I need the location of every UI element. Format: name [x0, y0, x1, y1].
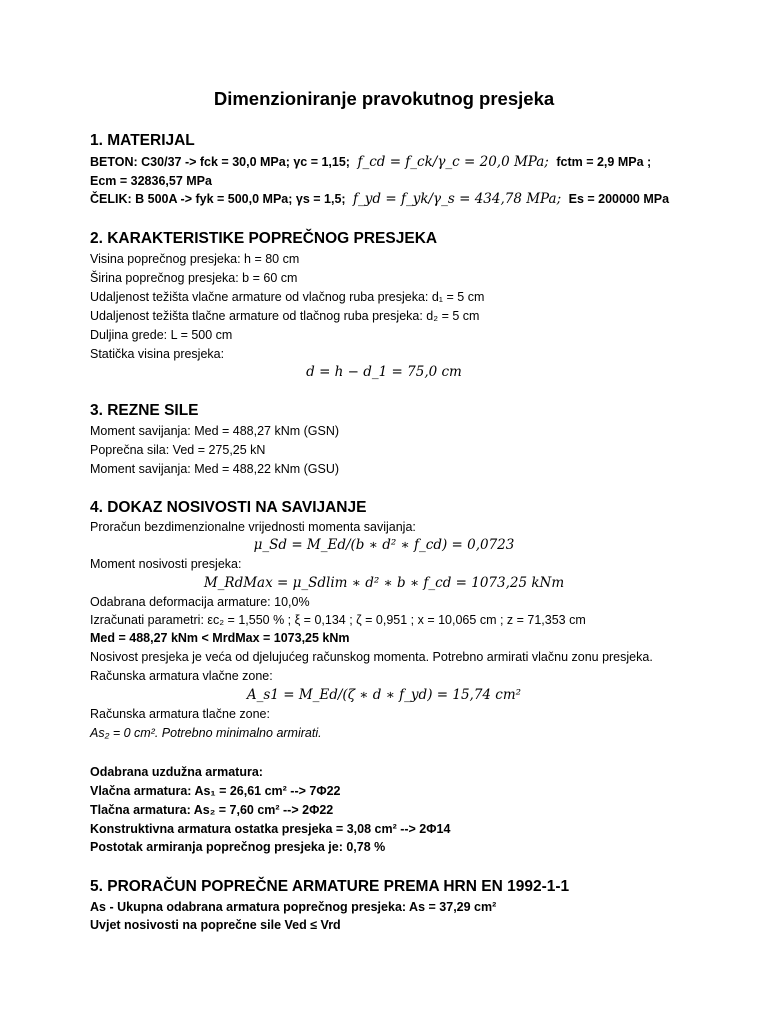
beton-line	[90, 154, 651, 171]
beton-props: BETON: C30/37 -> fck = 30,0 MPa; γc = 1,15;	[90, 155, 350, 169]
fctm-value: fctm = 2,9 MPa ;	[556, 155, 652, 169]
section-1-heading: 1. MATERIJAL	[90, 132, 195, 149]
text-line: Moment nosivosti presjeka:	[90, 557, 242, 571]
equation-mu-sd: μ_Sd = M_Ed/(b ∗ d² ∗ f_cd) = 0,0723	[253, 537, 515, 553]
text-line: Tlačna armatura: As₂ = 7,60 cm² --> 2Φ22	[90, 803, 334, 817]
text-line: As₂ = 0 cm². Potrebno minimalno armirati.	[90, 726, 322, 740]
text-line: Odabrana uzdužna armatura:	[90, 765, 263, 779]
text-line: Odabrana deformacija armature: 10,0%	[90, 595, 310, 609]
text-line: Moment savijanja: Med = 488,22 kNm (GSU)	[90, 462, 340, 476]
text-line: Računska armatura tlačne zone:	[90, 707, 270, 721]
text-line: Nosivost presjeka je veća od djelujućeg računskog momenta. Potrebno armirati vlačnu zonu presjeka.	[90, 650, 653, 664]
text-line: Širina poprečnog presjeka: b = 60 cm	[90, 271, 298, 285]
text-line: Računska armatura vlačne zone:	[90, 669, 273, 683]
section-4-heading: 4. DOKAZ NOSIVOSTI NA SAVIJANJE	[90, 499, 367, 516]
text-line: Konstruktivna armatura ostatka presjeka = 3,08 cm² --> 2Φ14	[90, 822, 451, 836]
fyd-formula: f_yd = f_yk/γ_s = 434,78 MPa;	[353, 191, 562, 207]
text-line: Postotak armiranja poprečnog presjeka je: 0,78 %	[90, 840, 386, 854]
text-line: Visina poprečnog presjeka: h = 80 cm	[90, 252, 300, 266]
equation-mrd-max: M_RdMax = μ_Sdlim ∗ d² ∗ b ∗ f_cd = 1073,25 kNm	[203, 575, 565, 591]
section-5-heading: 5. PRORAČUN POPREČNE ARMATURE PREMA HRN EN 1992-1-1	[90, 878, 570, 895]
text-line: Proračun bezdimenzionalne vrijednosti momenta savijanja:	[90, 520, 416, 534]
celik-line	[90, 191, 669, 208]
section-2-heading: 2. KARAKTERISTIKE POPREČNOG PRESJEKA	[90, 230, 438, 247]
text-line: Med = 488,27 kNm < MrdMax = 1073,25 kNm	[90, 631, 350, 645]
text-line: Izračunati parametri: εc₂ = 1,550 % ; ξ = 0,134 ; ζ = 0,951 ; x = 10,065 cm ; z = 71,353 cm	[90, 613, 586, 627]
text-line: Udaljenost težišta vlačne armature od vlačnog ruba presjeka: d₁ = 5 cm	[90, 290, 485, 304]
page-title: Dimenzioniranje pravokutnog presjeka	[213, 88, 555, 109]
text-line: As - Ukupna odabrana armatura poprečnog presjeka: As = 37,29 cm²	[90, 900, 497, 914]
text-line: Vlačna armatura: As₁ = 26,61 cm² --> 7Φ22	[90, 784, 341, 798]
fcd-formula: f_cd = f_ck/γ_c = 20,0 MPa;	[357, 154, 549, 170]
text-line: Poprečna sila: Ved = 275,25 kN	[90, 443, 266, 457]
text-line: Moment savijanja: Med = 488,27 kNm (GSN)	[90, 424, 340, 438]
es-value: Es = 200000 MPa	[568, 192, 670, 206]
text-line: Statička visina presjeka:	[90, 347, 225, 361]
ecm-line: Ecm = 32836,57 MPa	[90, 174, 212, 188]
celik-props: ČELIK: B 500A -> fyk = 500,0 MPa; γs = 1,5;	[90, 192, 346, 206]
text-line: Duljina grede: L = 500 cm	[90, 328, 233, 342]
text-line: Uvjet nosivosti na poprečne sile Ved ≤ Vrd	[90, 918, 341, 932]
section-3-heading: 3. REZNE SILE	[90, 402, 199, 419]
text-line: Udaljenost težišta tlačne armature od tlačnog ruba presjeka: d₂ = 5 cm	[90, 309, 480, 323]
equation-d: d = h − d_1 = 75,0 cm	[306, 364, 462, 380]
equation-as1: A_s1 = M_Ed/(ζ ∗ d ∗ f_yd) = 15,74 cm²	[246, 687, 522, 703]
